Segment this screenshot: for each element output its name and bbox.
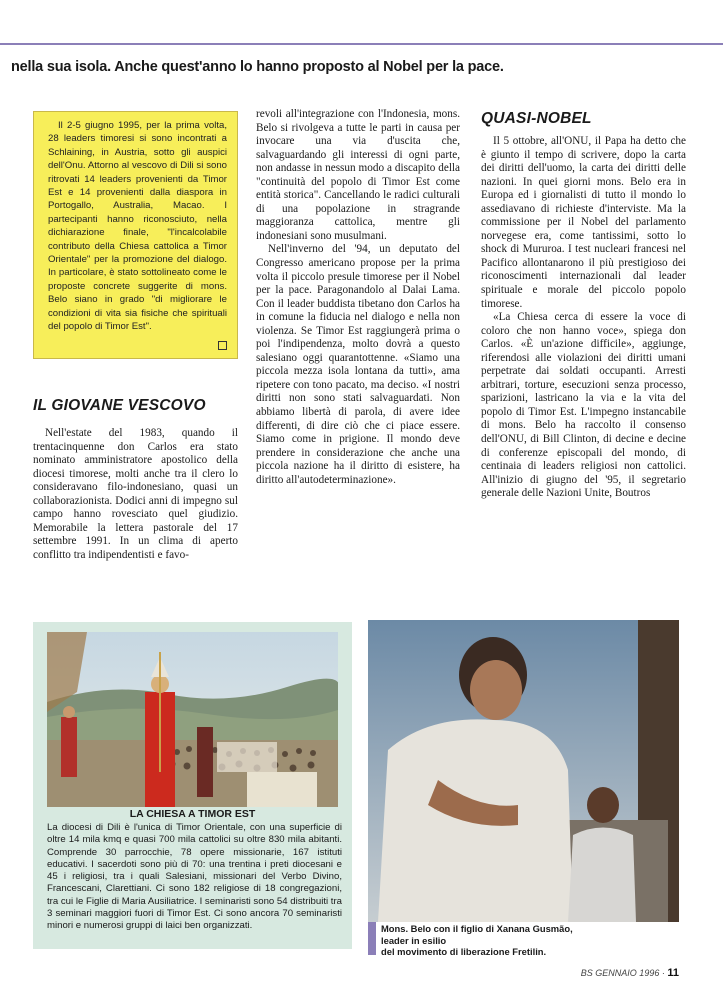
photo-panel (33, 622, 352, 949)
lead-sentence: nella sua isola. Anche quest'anno lo hanno proposto al Nobel per la pace. (11, 59, 504, 75)
caption-marker (368, 922, 376, 955)
column-3 (481, 135, 686, 501)
sidebar-box-text: Il 2-5 giugno 1995, per la prima volta, 28 leaders timoresi si sono incontrati a Schlaining, in Austria, sotto gli auspici dell'Onu. Attorno al vescovo di Dili si sono ritrovati 14 leaders provenienti da Timor Est e 14 provenienti dalla diaspora in Portogallo, Australia, Macao. I partecipanti hanno riconosciuto, nella dichiarazione finale, "l'incalcolabile contributo della Chiesa cattolica a Timor Orientale" per la promozione del dialogo. In particolare, è stato sottolineato come le proposte concrete suggerite di mons. Belo siano in grado "di migliorare le condizioni di vita sia fisiche che spirituali del popolo di Timor Est". (48, 120, 227, 333)
paragraph: «La Chiesa cerca di essere la voce di coloro che non hanno voce», spiega don Carlos. «È un'azione difficile», aggiunge, riferendosi alle violazioni dei diritti umani perpetrate dai soldati occupanti. Arresti arbitrari, torture, esecuzioni senza processo, sparizioni, lastricano la via e la vita del popolo di Timor Est. L'impegno instancabile di mons. Belo ha raccolto il consenso dell'ONU, di Bill Clinton, di decine e decine di conferenze episcopali del mondo, di centinaia di leaders religiosi non cattolici. All'inizio di giugno del '95, il segretario generale delle Nazioni Unite, Boutros (481, 311, 686, 500)
page-footer (581, 967, 679, 979)
page-number: 11 (667, 967, 679, 979)
paragraph: revoli all'integrazione con l'Indonesia, mons. Belo si rivolgeva a tutte le parti in causa per invocare una via d'uscita che, salvaguardando gli interessi di ogni parte, non andasse in nessun modo a discapito della "continuità del popolo di Timor Est come entità storica". Cancellando le radici culturali di una popolazione in stragrande maggioranza cattolica, mentre gli indonesiani sono musulmani. (256, 108, 460, 242)
section-heading-nobel: QUASI-NOBEL (481, 110, 592, 127)
section-heading-vescovo: IL GIOVANE VESCOVO (33, 397, 206, 414)
paragraph: Il 5 ottobre, all'ONU, il Papa ha detto che è giunto il tempo di scrivere, dopo la carta dei diritti dell'uomo, la carta dei diritti delle nazioni. In quei giorni mons. Belo era in Europa ed i giornalisti di tutto il mondo lo assediavano di richieste d'interviste. Ma la commissione per il Nobel del parlamento norvegese era, come tantissimi, sotto lo shock di Mururoa. I test nucleari francesi nel Pacifico allontanarono il più prestigioso dei riconoscimenti internazionali dal leader spirituale e morale del piccolo popolo timorese. (481, 135, 686, 310)
issue-label: BS GENNAIO 1996 · (580, 968, 665, 978)
caption-line: del movimento di liberazione Fretilin. (381, 946, 547, 957)
caption-line: Mons. Belo con il figlio di Xanana Gusmão, (381, 923, 573, 934)
outdoor-mass-photo (47, 632, 338, 807)
photo-caption (381, 923, 671, 958)
top-rule (0, 43, 723, 45)
panel-text: La diocesi di Dili è l'unica di Timor Orientale, con una superficie di oltre 14 mila kmq e quasi 700 mila cattolici su oltre 830 mila abitanti. Comprende 30 parrocchie, 78 opere missionarie, 167 istituti educativi. I sacerdoti sono più di 70: una trentina i preti diocesani e 45 i religiosi, tra i quali Salesiani, missionari del Verbo Divino, Francescani, Clarettiani. Ci sono 182 religiose di 18 congregazioni, tra cui le Figlie di Maria Ausiliatrice. I seminaristi sono 54 distribuiti tra 3 seminari maggiori fuori di Timor Est. Ci sono ancora 70 seminaristi minori e numerosi gruppi di laici ben organizzati. (47, 822, 342, 932)
column-1 (33, 427, 238, 562)
caption-line: leader in esilio (381, 934, 447, 946)
panel-title: LA CHIESA A TIMOR EST (129, 808, 256, 820)
paragraph: Nell'estate del 1983, quando il trentacinquenne don Carlos era stato nominato amministratore apostolico della diocesi timorese, molti anche tra il clero lo consideravano filo-indonesiano, quasi un collaborazionista. Dodici anni di impegno sul campo hanno rovesciato quel giudizio. Memorabile la lettera pastorale del 17 settembre 1991. In un clima di aperto conflitto tra indipendentisti e favo- (33, 427, 238, 561)
column-2 (256, 108, 460, 487)
bishop-with-boy-photo (368, 620, 679, 922)
paragraph: Nell'inverno del '94, un deputato del Congresso americano propose per la prima volta il piccolo presule timorese per il Nobel per la pace. Paragonandolo al Dalai Lama. Con il leader buddista tibetano don Carlos ha in comune la fiducia nel dialogo e nella non violenza. Se Timor Est raggiungerà prima o poi l'indipendenza, molto dovrà a questo salesiano oggi quarantottenne. «Siamo una piccola mezza isola lontana da tutti», ama ripetere con tono pacato, ma deciso. «I nostri diritti non sono stati salvaguardati. Non abbiamo libertà di parola, di avere idee differenti, di dire ciò che ci piace essere. Siamo come in prigione. Il mondo deve prendere in considerazione che anche una piccola nazione ha il diritto di esistere, ha diritto all'autodeterminazione». (256, 243, 460, 486)
sidebar-box (33, 111, 238, 359)
end-mark-icon (218, 341, 227, 350)
